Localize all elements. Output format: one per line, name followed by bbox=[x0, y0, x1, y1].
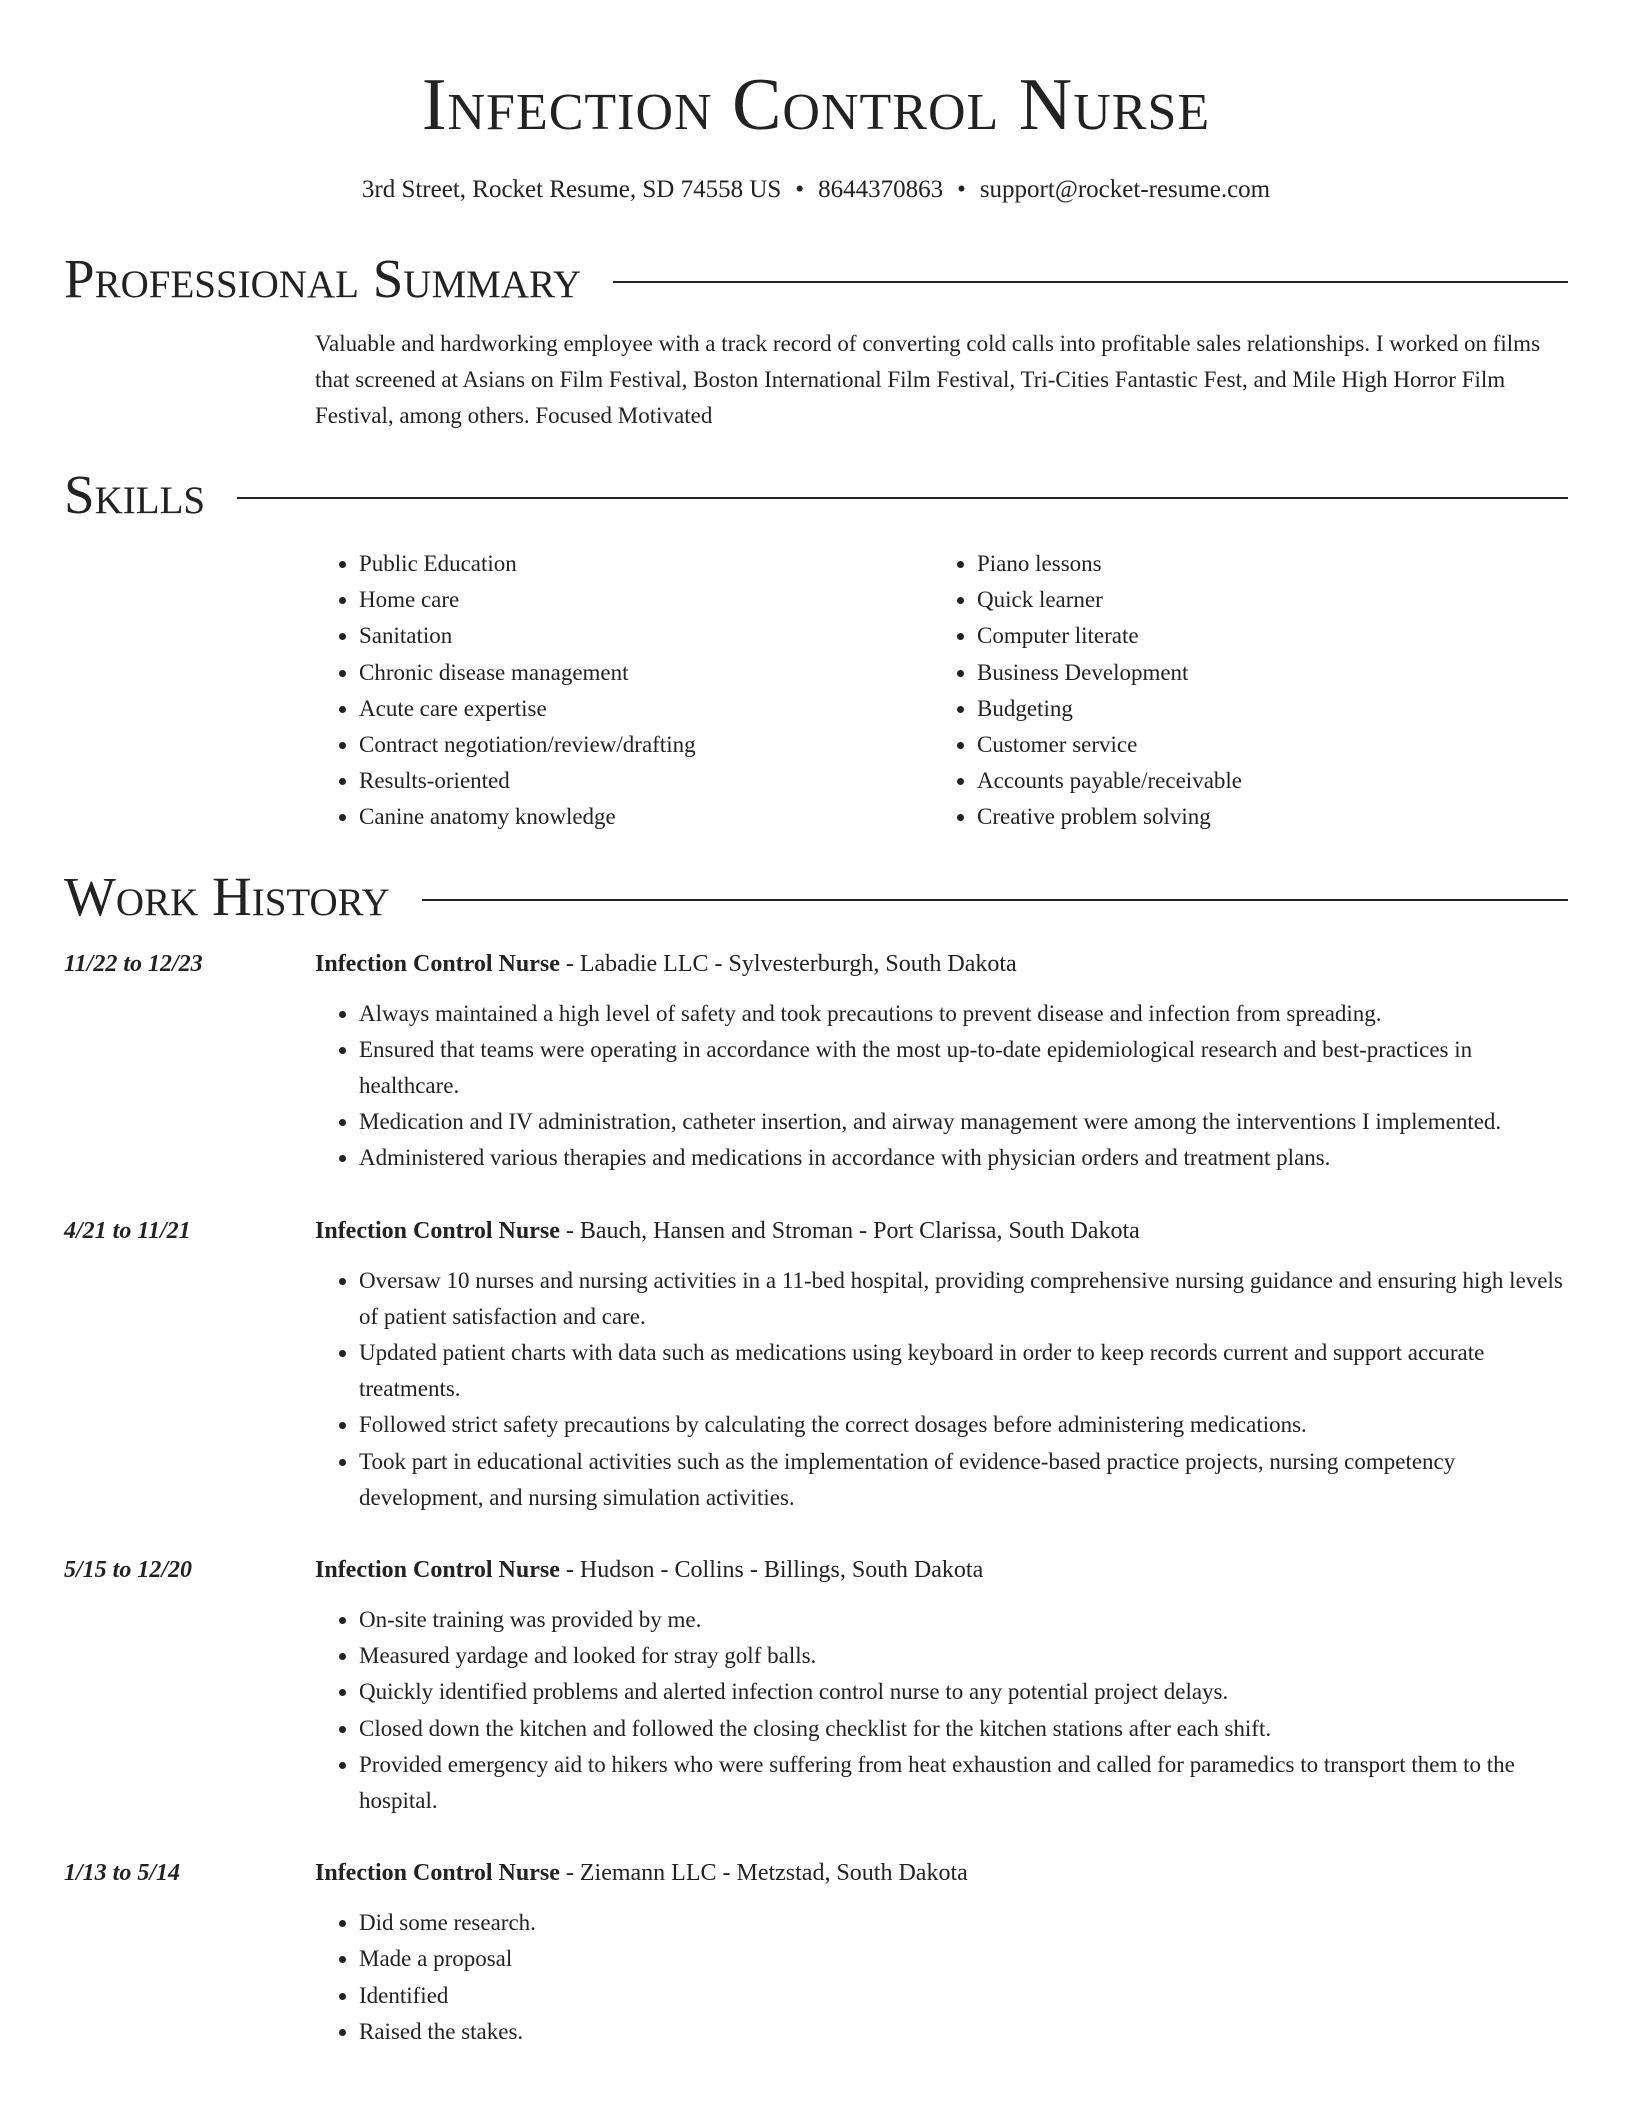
job-entry bbox=[64, 1207, 1568, 1516]
summary-heading bbox=[64, 244, 1568, 314]
job-bullet: • Made a proposal bbox=[359, 1941, 1568, 1977]
job-bullets bbox=[315, 1263, 1568, 1516]
skills-list-left bbox=[315, 546, 933, 836]
job-bullet: • Followed strict safety precautions by calculating the correct dosages before administering medications. bbox=[359, 1407, 1568, 1443]
skill-item: • Business Development bbox=[977, 655, 1551, 691]
skill-item: • Canine anatomy knowledge bbox=[359, 799, 933, 835]
skill-item: • Sanitation bbox=[359, 618, 933, 654]
contact-separator: • bbox=[957, 176, 966, 203]
job-bullet: • Measured yardage and looked for stray golf balls. bbox=[359, 1638, 1568, 1674]
section-divider bbox=[422, 899, 1568, 901]
contact-email: support@rocket-resume.com bbox=[979, 176, 1271, 203]
work-history-heading bbox=[64, 862, 1568, 932]
skills-section bbox=[64, 460, 1568, 836]
job-bullet: • Closed down the kitchen and followed the closing checklist for the kitchen stations after each shift. bbox=[359, 1711, 1568, 1747]
job-body bbox=[315, 1546, 1568, 1819]
job-bullet: • Raised the stakes. bbox=[359, 2014, 1568, 2050]
job-employer: - Ziemann LLC - Metzstad, South Dakota bbox=[559, 1860, 968, 1887]
job-role: Infection Control Nurse bbox=[315, 1217, 560, 1244]
skills-heading bbox=[64, 460, 1568, 530]
job-dates: 11/22 to 12/23 bbox=[64, 950, 203, 977]
job-role: Infection Control Nurse bbox=[315, 950, 560, 977]
job-heading bbox=[315, 1207, 1568, 1249]
job-bullet: • Oversaw 10 nurses and nursing activities in a 11-bed hospital, providing comprehensive nursing guidance and ensuring high levels of patient satisfaction and care. bbox=[359, 1263, 1568, 1335]
skill-item: • Results-oriented bbox=[359, 763, 933, 799]
job-body bbox=[315, 940, 1568, 1177]
skill-item: • Contract negotiation/review/drafting bbox=[359, 727, 933, 763]
contact-address: 3rd Street, Rocket Resume, SD 74558 US bbox=[361, 176, 782, 203]
job-bullet: • On-site training was provided by me. bbox=[359, 1602, 1568, 1638]
skill-item: • Piano lessons bbox=[977, 546, 1551, 582]
contact-separator: • bbox=[795, 176, 805, 203]
contact-line bbox=[64, 174, 1568, 206]
job-bullet: • Took part in educational activities such as the implementation of evidence-based practice projects, nursing competency development, and nursing simulation activities. bbox=[359, 1444, 1568, 1516]
summary-title: Professional Summary bbox=[64, 248, 582, 309]
job-role: Infection Control Nurse bbox=[315, 1860, 560, 1887]
skills-columns bbox=[315, 546, 1568, 836]
job-entry bbox=[64, 1546, 1568, 1819]
job-bullet: • Provided emergency aid to hikers who were suffering from heat exhaustion and called for paramedics to transport them to the hospital. bbox=[359, 1747, 1568, 1819]
job-bullet: • Administered various therapies and medications in accordance with physician orders and treatment plans. bbox=[359, 1140, 1568, 1176]
skill-item: • Public Education bbox=[359, 546, 933, 582]
skill-item: • Accounts payable/receivable bbox=[977, 763, 1551, 799]
skill-item: • Quick learner bbox=[977, 582, 1551, 618]
skills-list-right bbox=[933, 546, 1551, 836]
section-divider bbox=[613, 281, 1568, 283]
candidate-name: Infection Control Nurse bbox=[421, 64, 1211, 146]
job-heading bbox=[315, 1546, 1568, 1588]
job-employer: - Bauch, Hansen and Stroman - Port Clarissa, South Dakota bbox=[559, 1217, 1140, 1244]
summary-section bbox=[64, 244, 1568, 434]
skill-item: • Customer service bbox=[977, 727, 1551, 763]
job-bullet: • Always maintained a high level of safety and took precautions to prevent disease and infection from spreading. bbox=[359, 996, 1568, 1032]
skill-item: • Home care bbox=[359, 582, 933, 618]
skills-title: Skills bbox=[64, 464, 206, 525]
summary-text: Valuable and hardworking employee with a track record of converting cold calls into profitable sales relationships. I worked on films that screened at Asians on Film Festival, Boston International Film Festival, Tri-Cities Fantastic Fest, and Mile High Horror Film Festival, among others. Focused Motivated bbox=[315, 331, 1541, 428]
job-bullet: • Ensured that teams were operating in accordance with the most up-to-date epidemiological research and best-practices in healthcare. bbox=[359, 1032, 1568, 1104]
job-body bbox=[315, 1849, 1568, 2050]
job-bullets bbox=[315, 996, 1568, 1177]
job-body bbox=[315, 1207, 1568, 1516]
job-dates: 1/13 to 5/14 bbox=[64, 1860, 181, 1887]
job-bullet: • Did some research. bbox=[359, 1905, 1568, 1941]
job-bullet: • Medication and IV administration, catheter insertion, and airway management were among the interventions I implemented. bbox=[359, 1104, 1568, 1140]
skill-item: • Computer literate bbox=[977, 618, 1551, 654]
work-history-title: Work History bbox=[64, 865, 390, 927]
work-history-section bbox=[64, 862, 1568, 2050]
job-entry bbox=[64, 1849, 1568, 2050]
job-bullets bbox=[315, 1602, 1568, 1819]
skill-item: • Budgeting bbox=[977, 691, 1551, 727]
job-dates: 4/21 to 11/21 bbox=[64, 1217, 191, 1244]
job-employer: - Hudson - Collins - Billings, South Dakota bbox=[559, 1557, 984, 1584]
job-dates: 5/15 to 12/20 bbox=[64, 1557, 193, 1584]
job-employer: - Labadie LLC - Sylvesterburgh, South Dakota bbox=[559, 950, 1017, 977]
job-role: Infection Control Nurse bbox=[315, 1557, 560, 1584]
job-bullet: • Identified bbox=[359, 1978, 1568, 2014]
section-divider bbox=[237, 497, 1568, 499]
skill-item: • Chronic disease management bbox=[359, 655, 933, 691]
job-bullet: • Quickly identified problems and alerted infection control nurse to any potential project delays. bbox=[359, 1674, 1568, 1710]
skill-item: • Acute care expertise bbox=[359, 691, 933, 727]
job-entry bbox=[64, 940, 1568, 1177]
resume-header bbox=[64, 0, 1568, 206]
job-bullets bbox=[315, 1905, 1568, 2050]
job-heading bbox=[315, 1849, 1568, 1891]
job-bullet: • Updated patient charts with data such as medications using keyboard in order to keep records current and support accurate treatments. bbox=[359, 1335, 1568, 1407]
job-heading bbox=[315, 940, 1568, 982]
contact-phone: 8644370863 bbox=[818, 176, 944, 203]
skill-item: • Creative problem solving bbox=[977, 799, 1551, 835]
